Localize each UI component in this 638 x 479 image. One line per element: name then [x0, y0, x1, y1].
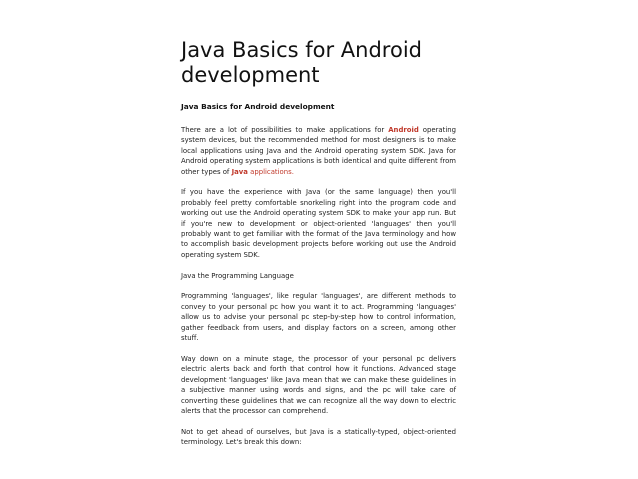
section-heading: Java the Programming Language — [181, 271, 294, 280]
article-subheading: Java Basics for Android development — [181, 102, 335, 111]
paragraph-processor: Way down on a minute stage, the processor of your personal pc delivers electric alerts back and forth that control how it functions. Advanced stage development 'languages' like Java mean that we can make these guidelines in a subjective manner using words and signs, and the pc will take care of converting these guidelines that we can recognize all the way down to electric alerts that the processor can comprehend. — [181, 354, 456, 415]
paragraph-languages: Programming 'languages', like regular 'languages', are different methods to convey to your personal pc how you want it to act. Programming 'languages' allow us to advise your personal pc step-by-step how to control information, gather feedback from users, and display factors on a screen, among other stuff. — [181, 292, 456, 343]
paragraph-java-types: Not to get ahead of ourselves, but Java is a statically-typed, object-oriented terminology. Let's break this down: — [181, 427, 456, 447]
intro-text-start: There are a lot of possibilities to make applications for — [181, 126, 389, 134]
paragraph-experience: If you have the experience with Java (or the same language) then you'll probably feel pretty comfortable snorkeling right into the program code and working out use the Android operating system SDK to make your app run. But if you're new to development or object-oriented 'languages' then you'll probably want to get familiar with the format of the Java terminology and how to accomplish basic development projects before working out use the Android operating system SDK. — [181, 188, 456, 259]
page-title: Java Basics for Android development — [181, 38, 422, 87]
java-link[interactable]: Java — [231, 167, 248, 176]
paragraph-intro — [181, 125, 456, 177]
article — [181, 38, 456, 458]
applications-link[interactable]: applications. — [247, 167, 294, 176]
intro-text-middle: operating system devices, but the recommended method for most designers is to make local applications using Java and the Android operating system SDK. Java for Android operating system applications is both identical and quite different from other types of — [181, 126, 457, 176]
android-link[interactable]: Android — [388, 126, 419, 134]
